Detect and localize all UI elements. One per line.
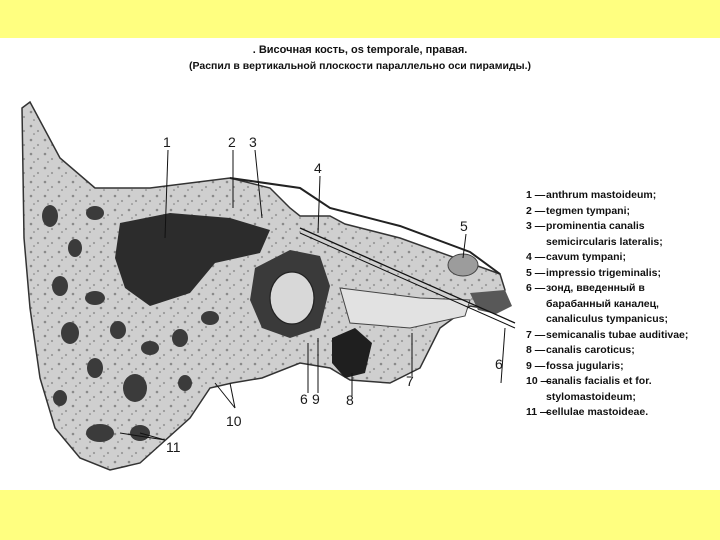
legend-item: 8 — canalis caroticus;	[526, 344, 635, 356]
legend-item: 4 — cavum tympani;	[526, 251, 626, 263]
legend-item: 3 — prominentia canalis	[526, 220, 645, 232]
fig-label-8: 8	[346, 392, 354, 408]
legend-item-continuation: stylomastoideum;	[546, 390, 636, 403]
fig-label-9: 9	[312, 391, 320, 407]
slide	[0, 38, 720, 490]
figure-title: . Височная кость, os temporale, правая.	[252, 44, 468, 56]
legend	[526, 188, 716, 421]
legend-item: 7 — semicanalis tubae auditivae;	[526, 328, 689, 341]
fig-label-3: 3	[249, 134, 257, 150]
legend-item-continuation: canaliculus tympanicus;	[546, 313, 668, 325]
fig-label-1: 1	[163, 134, 171, 150]
bottom-yellow-band	[0, 490, 720, 540]
legend-item: 11 — cellulae mastoideae.	[526, 406, 649, 418]
legend-item: 2 — tegmen tympani;	[526, 204, 631, 217]
fig-label-2: 2	[228, 134, 236, 150]
fig-label-5: 5	[460, 218, 468, 234]
fig-label-10: 10	[226, 413, 242, 429]
fig-label-4: 4	[314, 160, 322, 176]
fig-label-6-bottom: 6	[300, 391, 308, 407]
fig-label-6-right: 6	[495, 356, 503, 372]
figure-subtitle: (Распил в вертикальной плоскости параллельно оси пирамиды.)	[189, 60, 531, 72]
legend-item: 10 — canalis facialis et for.	[526, 375, 652, 387]
fig-label-11: 11	[166, 439, 181, 455]
top-yellow-band	[0, 0, 720, 38]
legend-item: 6 — зонд, введенный в	[526, 282, 645, 294]
legend-item: 9 — fossa jugularis;	[526, 359, 624, 372]
legend-item-continuation: semicircularis lateralis;	[546, 235, 663, 248]
legend-item: 5 — impressio trigeminalis;	[526, 266, 661, 279]
promontory	[270, 272, 314, 324]
legend-item: 1 — anthrum mastoideum;	[526, 189, 657, 201]
fig-label-7: 7	[406, 373, 414, 389]
legend-item-continuation: барабанный каналец,	[546, 297, 659, 310]
